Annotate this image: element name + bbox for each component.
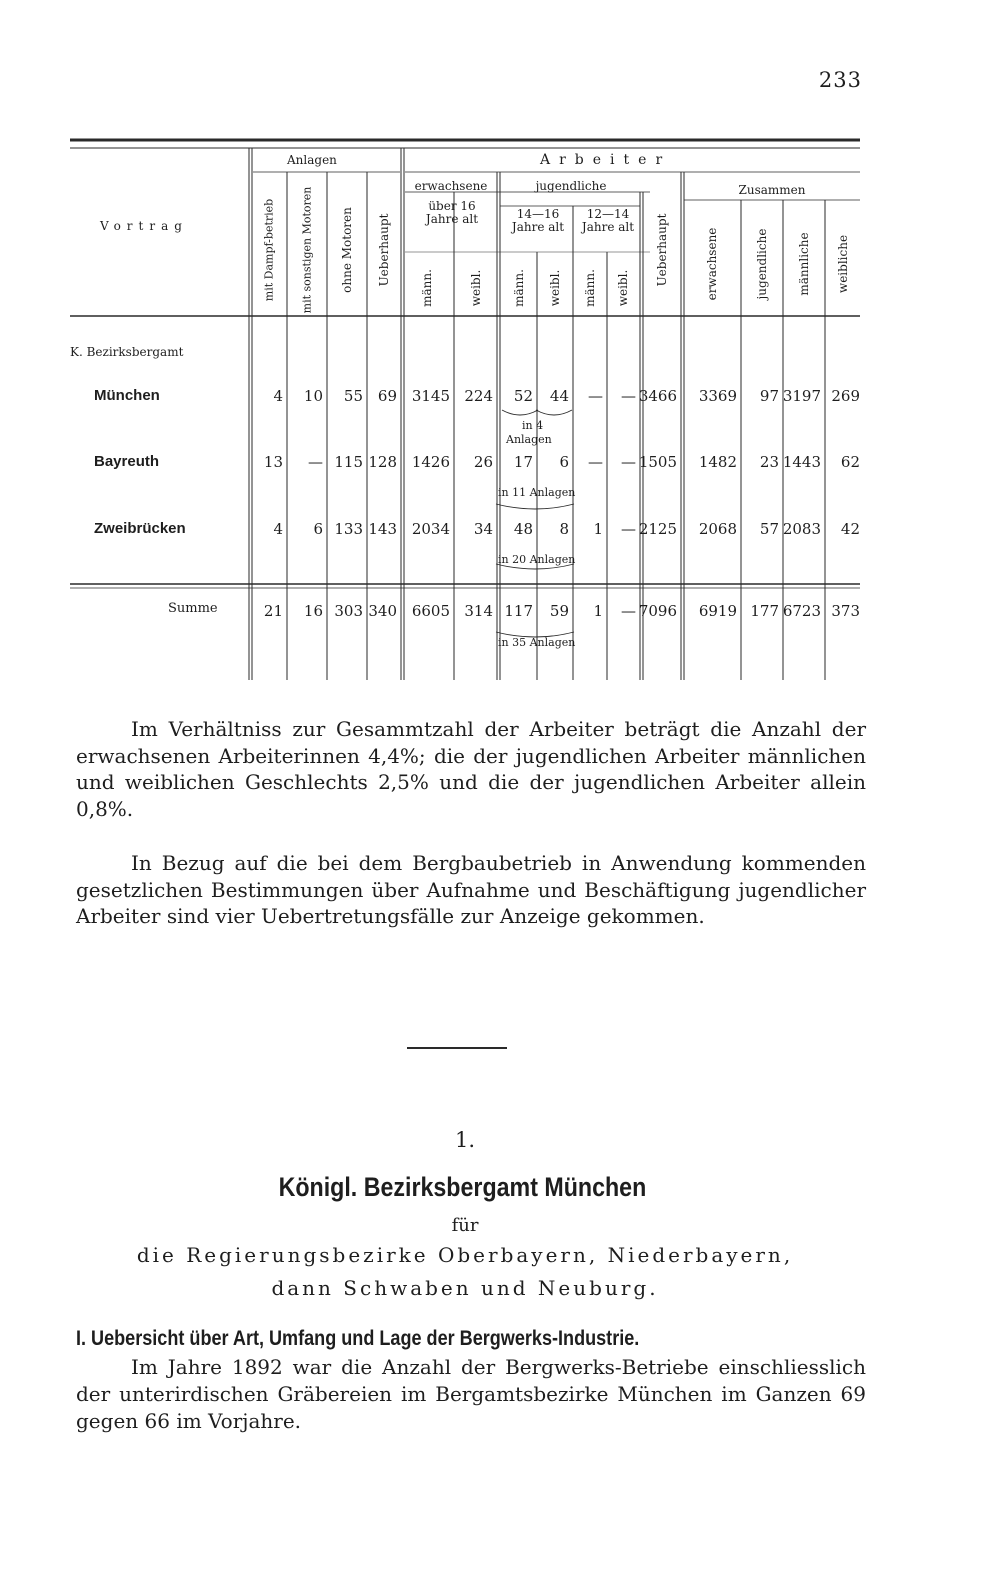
subgroup-label-zusammen: Zusammen (738, 183, 806, 197)
table-cell-bayreuth-15: 62 (840, 453, 860, 471)
table-cell-muenchen-3: 55 (343, 387, 363, 405)
row-label-summe: Summe (168, 601, 218, 616)
table-cell-muenchen-15: 269 (831, 387, 860, 405)
table-cell-bayreuth-12: 1482 (698, 453, 737, 471)
column-label-jug1214-maennlich: männ. (583, 269, 597, 307)
column-label-arbeiter-ueberhaupt: Ueberhaupt (655, 213, 669, 287)
table-cell-summe-15: 373 (831, 602, 860, 620)
table-cell-zweibruecken-2: 6 (313, 520, 323, 538)
table-cell-zweibruecken-6: 34 (473, 520, 493, 538)
page-number: 233 (818, 68, 862, 92)
statistics-table (70, 140, 863, 700)
table-cell-bayreuth-9: — (588, 453, 603, 471)
note-summe: in 35 Anlagen (498, 636, 576, 649)
section-divider (407, 1047, 507, 1049)
table-cell-zweibruecken-1: 4 (273, 520, 283, 538)
column-label-jug1214-weiblich: weibl. (616, 269, 630, 307)
section-fuer: für (451, 1215, 479, 1236)
column-label-jug1416-maennlich: männ. (512, 269, 526, 307)
section-line-1: die Regierungsbezirke Oberbayern, Niederbayern, (136, 1243, 794, 1267)
group-label-anlagen: Anlagen (287, 153, 337, 167)
row-header-label: Vortrag (100, 219, 188, 233)
subgroup-label-age-12-14: 12—14 Jahre alt (581, 207, 635, 234)
table-cell-zweibruecken-3: 133 (334, 520, 363, 538)
subgroup-label-erwachsene-age: über 16 Jahre alt (425, 199, 479, 226)
row-label-muenchen: München (94, 387, 160, 404)
table-cell-summe-4: 340 (368, 602, 397, 620)
section-title: Königl. Bezirksbergamt München (278, 1172, 647, 1202)
table-cell-zweibruecken-5: 2034 (411, 520, 450, 538)
table-cell-bayreuth-6: 26 (473, 453, 493, 471)
paragraph-1: Im Verhältniss zur Gesammtzahl der Arbeiter beträgt die Anzahl der erwachsenen Arbeiterinnen 4,4%; die der jugendlichen Arbeiter männlichen und weiblichen Geschlechts 2,5% und die der jugendlichen Arbeiter allein 0,8%. (76, 717, 866, 821)
table-cell-summe-11: 7096 (638, 602, 677, 620)
table-cell-muenchen-14: 3197 (782, 387, 821, 405)
table-cell-summe-5: 6605 (411, 602, 450, 620)
table-cell-zweibruecken-14: 2083 (782, 520, 821, 538)
table-cell-summe-10: — (621, 602, 636, 620)
column-label-erw-maennlich: männ. (420, 269, 434, 307)
subsection-paragraph: Im Jahre 1892 war die Anzahl der Bergwerks-Betriebe einschliesslich der unterirdischen Gräbereien im Bergamtsbezirke München im Ganzen 69 gegen 66 im Vorjahre. (76, 1355, 866, 1433)
table-cell-summe-1: 21 (263, 602, 283, 620)
note-bayreuth: in 11 Anlagen (498, 486, 576, 499)
paragraph-2: In Bezug auf die bei dem Bergbaubetrieb in Anwendung kommenden gesetzlichen Bestimmungen über Aufnahme und Beschäftigung jugendlicher Arbeiter sind vier Uebertretungsfälle zur Anzeige gekommen. (76, 851, 866, 928)
table-cell-zweibruecken-10: — (621, 520, 636, 538)
column-label-zus-jugendliche: jugendliche (755, 228, 769, 300)
table-cell-zweibruecken-9: 1 (593, 520, 603, 538)
column-label-zus-weibliche: weibliche (836, 234, 850, 294)
group-label-arbeiter: Arbeiter (540, 152, 672, 168)
table-cell-summe-14: 6723 (782, 602, 821, 620)
authority-label: K. Bezirksbergamt (70, 345, 184, 359)
table-cell-muenchen-9: — (588, 387, 603, 405)
table-cell-bayreuth-14: 1443 (782, 453, 821, 471)
table-cell-summe-8: 59 (549, 602, 569, 620)
table-cell-muenchen-4: 69 (377, 387, 397, 405)
subgroup-label-age-14-16: 14—16 Jahre alt (511, 207, 565, 234)
table-cell-muenchen-13: 97 (759, 387, 779, 405)
note-zweibruecken: in 20 Anlagen (498, 553, 576, 566)
column-label-dampfbetrieb: mit Dampf-betrieb (262, 198, 276, 302)
column-label-zus-maennliche: männliche (797, 232, 811, 296)
table-cell-bayreuth-10: — (621, 453, 636, 471)
table-cell-summe-13: 177 (750, 602, 779, 620)
table-cell-summe-3: 303 (334, 602, 363, 620)
table-cell-bayreuth-11: 1505 (638, 453, 677, 471)
column-label-ohne-motoren: ohne Motoren (340, 207, 354, 293)
table-cell-zweibruecken-12: 2068 (698, 520, 737, 538)
table-cell-bayreuth-4: 128 (368, 453, 397, 471)
row-label-zweibruecken: Zweibrücken (94, 520, 186, 537)
subsection-title: I. Uebersicht über Art, Umfang und Lage der Bergwerks-Industrie. (76, 1327, 640, 1350)
note-muenchen-suffix: Anlagen (506, 433, 552, 446)
table-cell-summe-7: 117 (504, 602, 533, 620)
row-label-bayreuth: Bayreuth (94, 453, 160, 470)
table-cell-muenchen-12: 3369 (698, 387, 737, 405)
subgroup-label-erwachsene: erwachsene (414, 179, 488, 193)
table-cell-bayreuth-8: 6 (559, 453, 569, 471)
table-cell-summe-6: 314 (464, 602, 493, 620)
table-cell-muenchen-8: 44 (549, 387, 569, 405)
table-cell-muenchen-7: 52 (513, 387, 533, 405)
table-cell-summe-12: 6919 (698, 602, 737, 620)
section-number: 1. (454, 1128, 476, 1152)
column-label-anlagen-ueberhaupt: Ueberhaupt (377, 213, 391, 287)
table-cell-zweibruecken-13: 57 (759, 520, 779, 538)
table-cell-muenchen-6: 224 (464, 387, 493, 405)
table-cell-zweibruecken-8: 8 (559, 520, 569, 538)
table-cell-muenchen-11: 3466 (638, 387, 677, 405)
table-cell-zweibruecken-15: 42 (840, 520, 860, 538)
table-cell-zweibruecken-11: 2125 (638, 520, 677, 538)
column-label-zus-erwachsene: erwachsene (705, 227, 719, 301)
note-muenchen-prefix: in 4 (522, 419, 544, 432)
column-label-erw-weiblich: weibl. (469, 269, 483, 307)
section-line-2: dann Schwaben und Neuburg. (271, 1276, 659, 1300)
table-cell-zweibruecken-4: 143 (368, 520, 397, 538)
table-cell-summe-9: 1 (593, 602, 603, 620)
table-cell-bayreuth-1: 13 (263, 453, 283, 471)
table-cell-bayreuth-3: 115 (334, 453, 363, 471)
table-cell-bayreuth-5: 1426 (411, 453, 450, 471)
table-cell-bayreuth-2: — (308, 453, 323, 471)
table-cell-bayreuth-13: 23 (759, 453, 779, 471)
table-cell-zweibruecken-7: 48 (513, 520, 533, 538)
column-label-jug1416-weiblich: weibl. (548, 269, 562, 307)
table-cell-muenchen-1: 4 (273, 387, 283, 405)
table-cell-muenchen-5: 3145 (411, 387, 450, 405)
table-cell-summe-2: 16 (303, 602, 323, 620)
table-cell-muenchen-2: 10 (303, 387, 323, 405)
column-label-sonstige-motoren: mit sonstigen Motoren (300, 186, 314, 314)
table-cell-bayreuth-7: 17 (513, 453, 533, 471)
table-cell-muenchen-10: — (621, 387, 636, 405)
subgroup-label-jugendliche: jugendliche (535, 179, 607, 193)
